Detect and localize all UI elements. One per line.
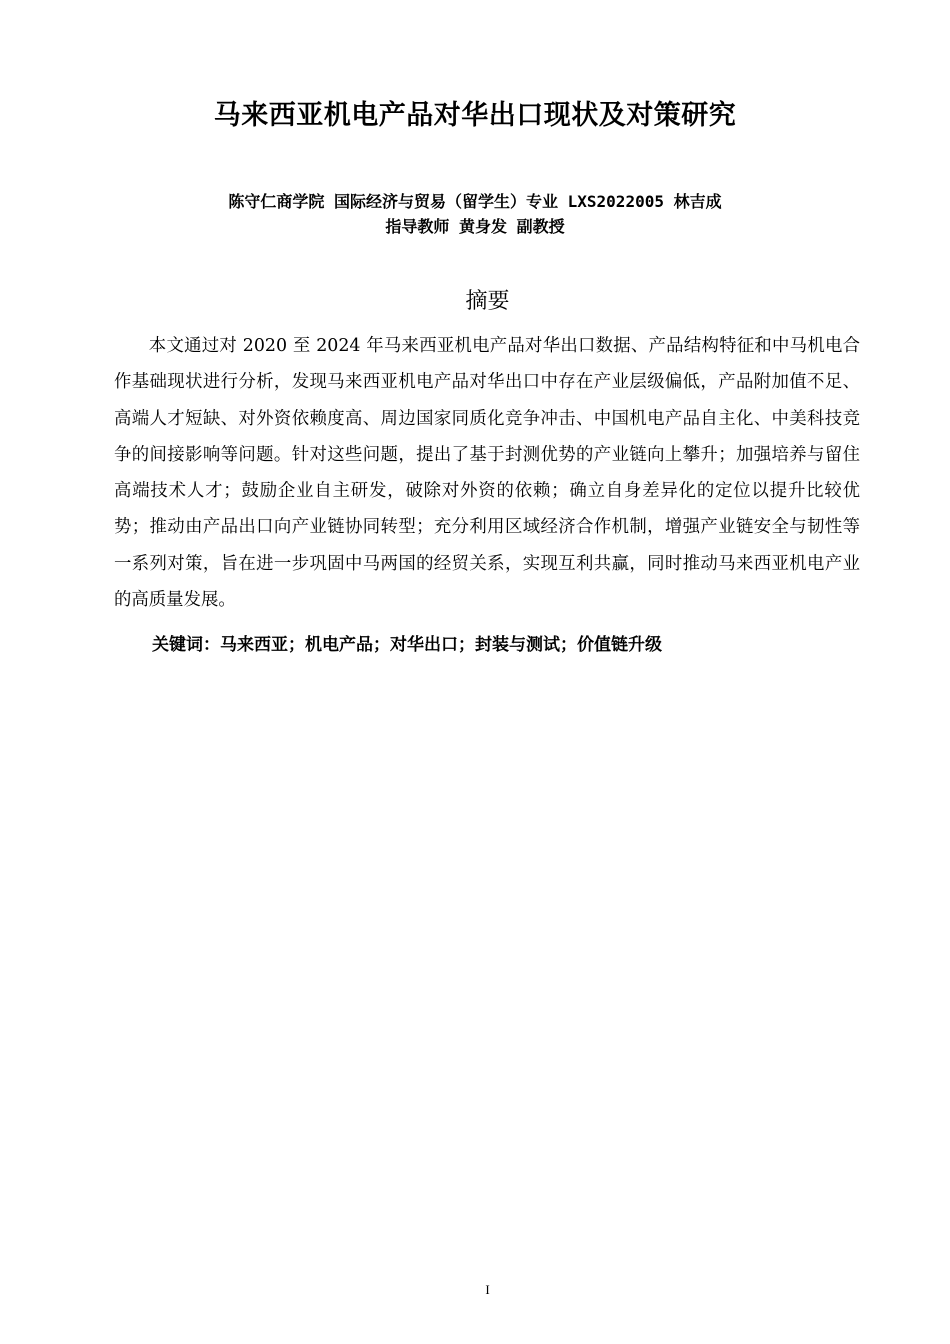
page-number: I [485,1282,490,1297]
author-line: 陈守仁商学院 国际经济与贸易（留学生）专业 LXS2022005 林吉成 [228,192,722,211]
keywords-line: 关键词：马来西亚；机电产品；对华出口；封装与测试；价值链升级 [152,635,662,655]
abstract-body: 本文通过对 2020 至 2024 年马来西亚机电产品对华出口数据、产品结构特征和中马机电合作基础现状进行分析，发现马来西亚机电产品对华出口中存在产业层级偏低，产品附加值不足、高端人才短缺、对外资依赖度高、周边国家同质化竞争冲击、中国机电产品自主化、中美科技竞争的间接影响等问题。针对这些问题，提出了基于封测优势的产业链向上攀升；加强培养与留住高端技术人才；鼓励企业自主研发，破除对外资的依赖；确立自身差异化的定位以提升比较优势；推动由产品出口向产业链协同转型；充分利用区域经济合作机制，增强产业链安全与韧性等一系列对策，旨在进一步巩固中马两国的经贸关系，实现互利共赢，同时推动马来西亚机电产业的高质量发展。 [114,336,860,611]
page-title: 马来西亚机电产品对华出口现状及对策研究 [213,100,737,131]
advisor-line: 指导教师 黄身发 副教授 [385,217,565,236]
abstract-heading: 摘要 [465,289,510,314]
